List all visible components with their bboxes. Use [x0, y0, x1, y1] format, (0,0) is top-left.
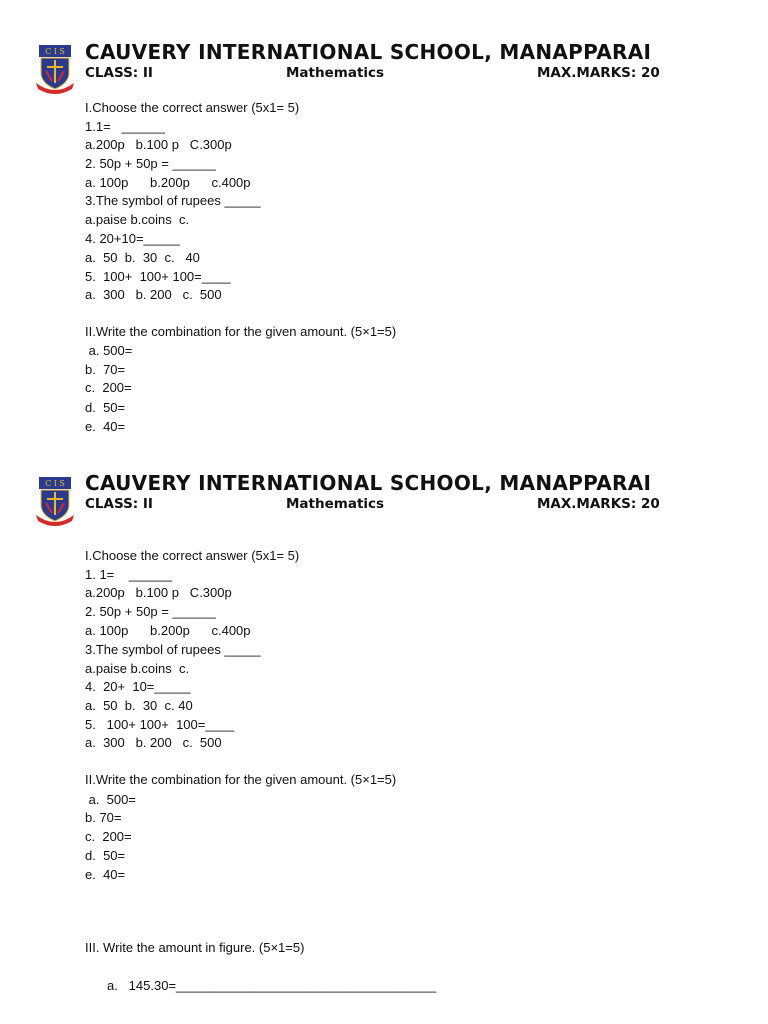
question-line: a. 50 b. 30 c. 40 [85, 250, 200, 265]
question-line: 2. 50p + 50p = ______ [85, 156, 216, 171]
question-line: b. 70= [85, 810, 122, 825]
question-line: c. 200= [85, 380, 132, 395]
class-label: CLASS: II [85, 496, 153, 512]
question-line: a. 300 b. 200 c. 500 [85, 287, 222, 302]
question-line: d. 50= [85, 400, 126, 415]
question-line: a.paise b.coins c. [85, 661, 190, 676]
question-line: 1.1= ______ [85, 119, 165, 134]
school-name: CAUVERY INTERNATIONAL SCHOOL, MANAPPARAI [85, 40, 652, 64]
class-label: CLASS: II [85, 65, 153, 81]
question-line: b. 70= [85, 362, 126, 377]
school-crest-logo [33, 475, 77, 529]
max-marks-label: MAX.MARKS: 20 [537, 65, 660, 81]
question-line: a. 500= [85, 343, 133, 358]
question-line: I.Choose the correct answer (5x1= 5) [85, 548, 300, 563]
question-line: 4. 20+ 10=_____ [85, 679, 191, 694]
section-3-item: a. 145.30=____________________________________ [107, 978, 437, 993]
svg-text:C I S: C I S [45, 479, 65, 488]
question-line: a. 100p b.200p c.400p [85, 175, 251, 190]
svg-text:C I S: C I S [45, 47, 65, 56]
question-line: II.Write the combination for the given amount. (5×1=5) [85, 772, 397, 787]
question-line: a.200p b.100 p C.300p [85, 137, 232, 152]
question-line: 4. 20+10=_____ [85, 231, 180, 246]
school-crest-logo [33, 43, 77, 97]
max-marks-label: MAX.MARKS: 20 [537, 496, 660, 512]
question-line: 2. 50p + 50p = ______ [85, 604, 216, 619]
question-line: II.Write the combination for the given amount. (5×1=5) [85, 324, 397, 339]
question-line: a. 500= [85, 792, 136, 807]
question-line: 3.The symbol of rupees _____ [85, 642, 261, 657]
subject-label: Mathematics [286, 496, 385, 512]
question-line: I.Choose the correct answer (5x1= 5) [85, 100, 300, 115]
question-line: 1. 1= ______ [85, 567, 173, 582]
question-line: 5. 100+ 100+ 100=____ [85, 717, 235, 732]
school-name: CAUVERY INTERNATIONAL SCHOOL, MANAPPARAI [85, 471, 652, 495]
question-line: a.paise b.coins c. [85, 212, 190, 227]
question-line: e. 40= [85, 419, 126, 434]
question-line: a.200p b.100 p C.300p [85, 585, 232, 600]
question-line: a. 50 b. 30 c. 40 [85, 698, 193, 713]
question-line: c. 200= [85, 829, 132, 844]
question-line: a. 100p b.200p c.400p [85, 623, 251, 638]
question-line: e. 40= [85, 867, 126, 882]
question-line: 3.The symbol of rupees _____ [85, 193, 261, 208]
question-line: d. 50= [85, 848, 126, 863]
question-line: a. 300 b. 200 c. 500 [85, 735, 222, 750]
subject-label: Mathematics [286, 65, 385, 81]
question-line: 5. 100+ 100+ 100=____ [85, 269, 231, 284]
section-3-heading: III. Write the amount in figure. (5×1=5) [85, 940, 305, 955]
